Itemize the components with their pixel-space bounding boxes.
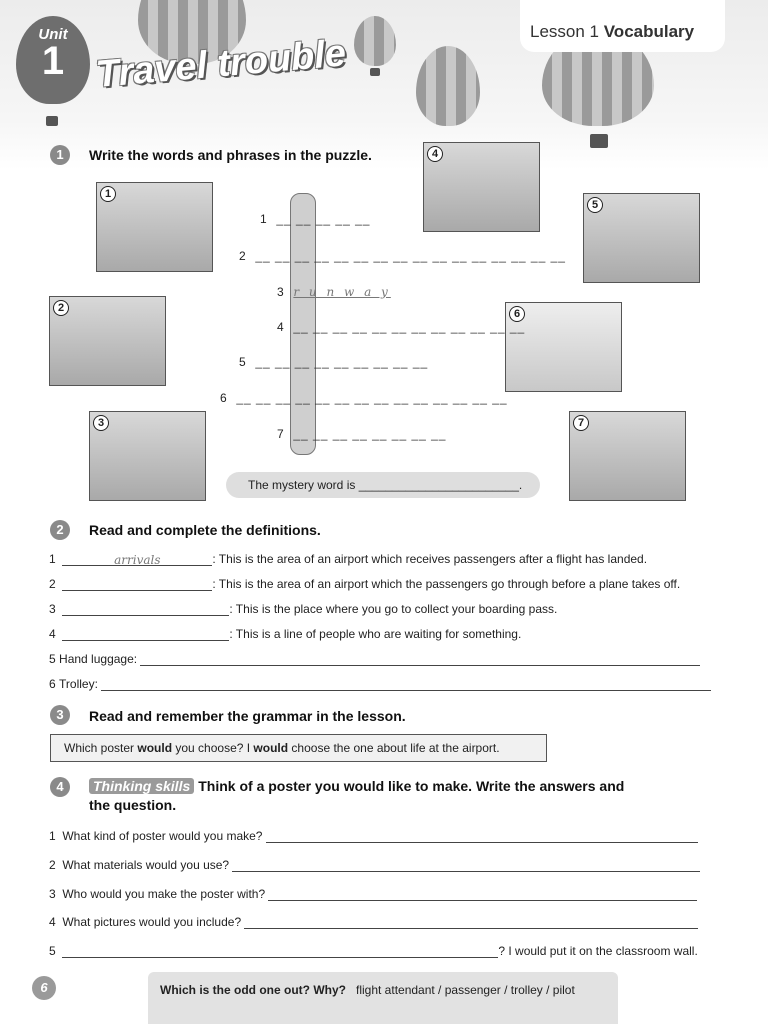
answer-field[interactable] [266,830,698,843]
odd-one-out-box: Which is the odd one out? Why? flight attendant / passenger / trolley / pilot [148,972,618,1024]
question-5: 5 ? I would put it on the classroom wall. [49,944,698,958]
puzzle-row-7: 7 __ __ __ __ __ __ __ __ [277,427,447,441]
runway-picture: 3 [89,411,206,501]
answer-field[interactable] [62,603,229,616]
unit-label: Unit [38,26,68,43]
plane-takeoff-picture: 7 [569,411,686,501]
lesson-tab [520,0,725,52]
page-number: 6 [32,976,56,1000]
definition-2: 2 : This is the area of an airport which the passengers go through before a plane takes off. [49,577,681,591]
puzzle-row-6: 6 __ __ __ __ __ __ __ __ __ __ __ __ __ __ [220,391,508,405]
section-number: 1 [50,145,70,165]
section-heading: Thinking skills Think of a poster you would like to make. Write the answers and [89,778,624,794]
section-number: 3 [50,705,70,725]
question-3: 3 Who would you make the poster with? [49,887,697,901]
definition-1: 1 arrivals : This is the area of an airport which receives passengers after a flight has landed. [49,552,648,567]
question-1: 1 What kind of poster would you make? [49,829,698,843]
thinking-skills-badge: Thinking skills [89,778,194,794]
answer-field[interactable] [232,859,700,872]
section-heading: Read and complete the definitions. [89,522,321,538]
answer-field[interactable] [244,916,698,929]
hot-air-balloon-image [416,46,480,126]
section-number: 4 [50,777,70,797]
page-title: Travel trouble [94,32,348,97]
puzzle-row-1: 1 __ __ __ __ __ [260,212,371,226]
answer-field[interactable] [62,628,229,641]
answer-field[interactable] [101,678,711,691]
answer-field[interactable] [62,945,498,958]
section-heading: Write the words and phrases in the puzzle. [89,147,372,163]
passenger-picture: 4 [423,142,540,232]
question-2: 2 What materials would you use? [49,858,700,872]
section-heading: Read and remember the grammar in the lesson. [89,708,406,724]
unit-badge [16,16,90,104]
flight-attendant-picture: 2 [49,296,166,386]
puzzle-row-4: 4 __ __ __ __ __ __ __ __ __ __ __ __ [277,320,526,334]
lesson-prefix: Lesson 1 [530,22,599,41]
answer-field[interactable] [268,888,697,901]
balloon-basket-image [370,68,380,76]
definition-5: 5 Hand luggage: [49,652,700,666]
puzzle-row-5: 5 __ __ __ __ __ __ __ __ __ [239,355,429,369]
airplane-sky-picture: 1 [96,182,213,272]
section-number: 2 [50,520,70,540]
unit-number: 1 [41,39,65,83]
answer-field[interactable] [62,578,212,591]
grammar-box: Which poster would you choose? I would choose the one about life at the airport. [50,734,547,762]
mystery-word-line[interactable]: The mystery word is ________________________. [226,472,540,498]
boarding-pass-picture: 6 [505,302,622,392]
hot-air-balloon-image [354,16,396,66]
definition-6: 6 Trolley: [49,677,711,691]
section-heading-continued: the question. [89,797,177,813]
answer-field[interactable] [140,653,700,666]
definition-3: 3 : This is the place where you go to collect your boarding pass. [49,602,558,616]
question-4: 4 What pictures would you include? [49,915,698,929]
puzzle-row-2: 2 __ __ __ __ __ __ __ __ __ __ __ __ __ __ __ __ [239,249,566,263]
trolley-picture: 5 [583,193,700,283]
balloon-basket-image [590,134,608,148]
balloon-basket-image [46,116,58,126]
answer-field[interactable]: arrivals [62,553,212,566]
lesson-name: Vocabulary [603,22,695,41]
puzzle-row-3: 3 r u n w a y [277,285,391,299]
definition-4: 4 : This is a line of people who are waiting for something. [49,627,522,641]
